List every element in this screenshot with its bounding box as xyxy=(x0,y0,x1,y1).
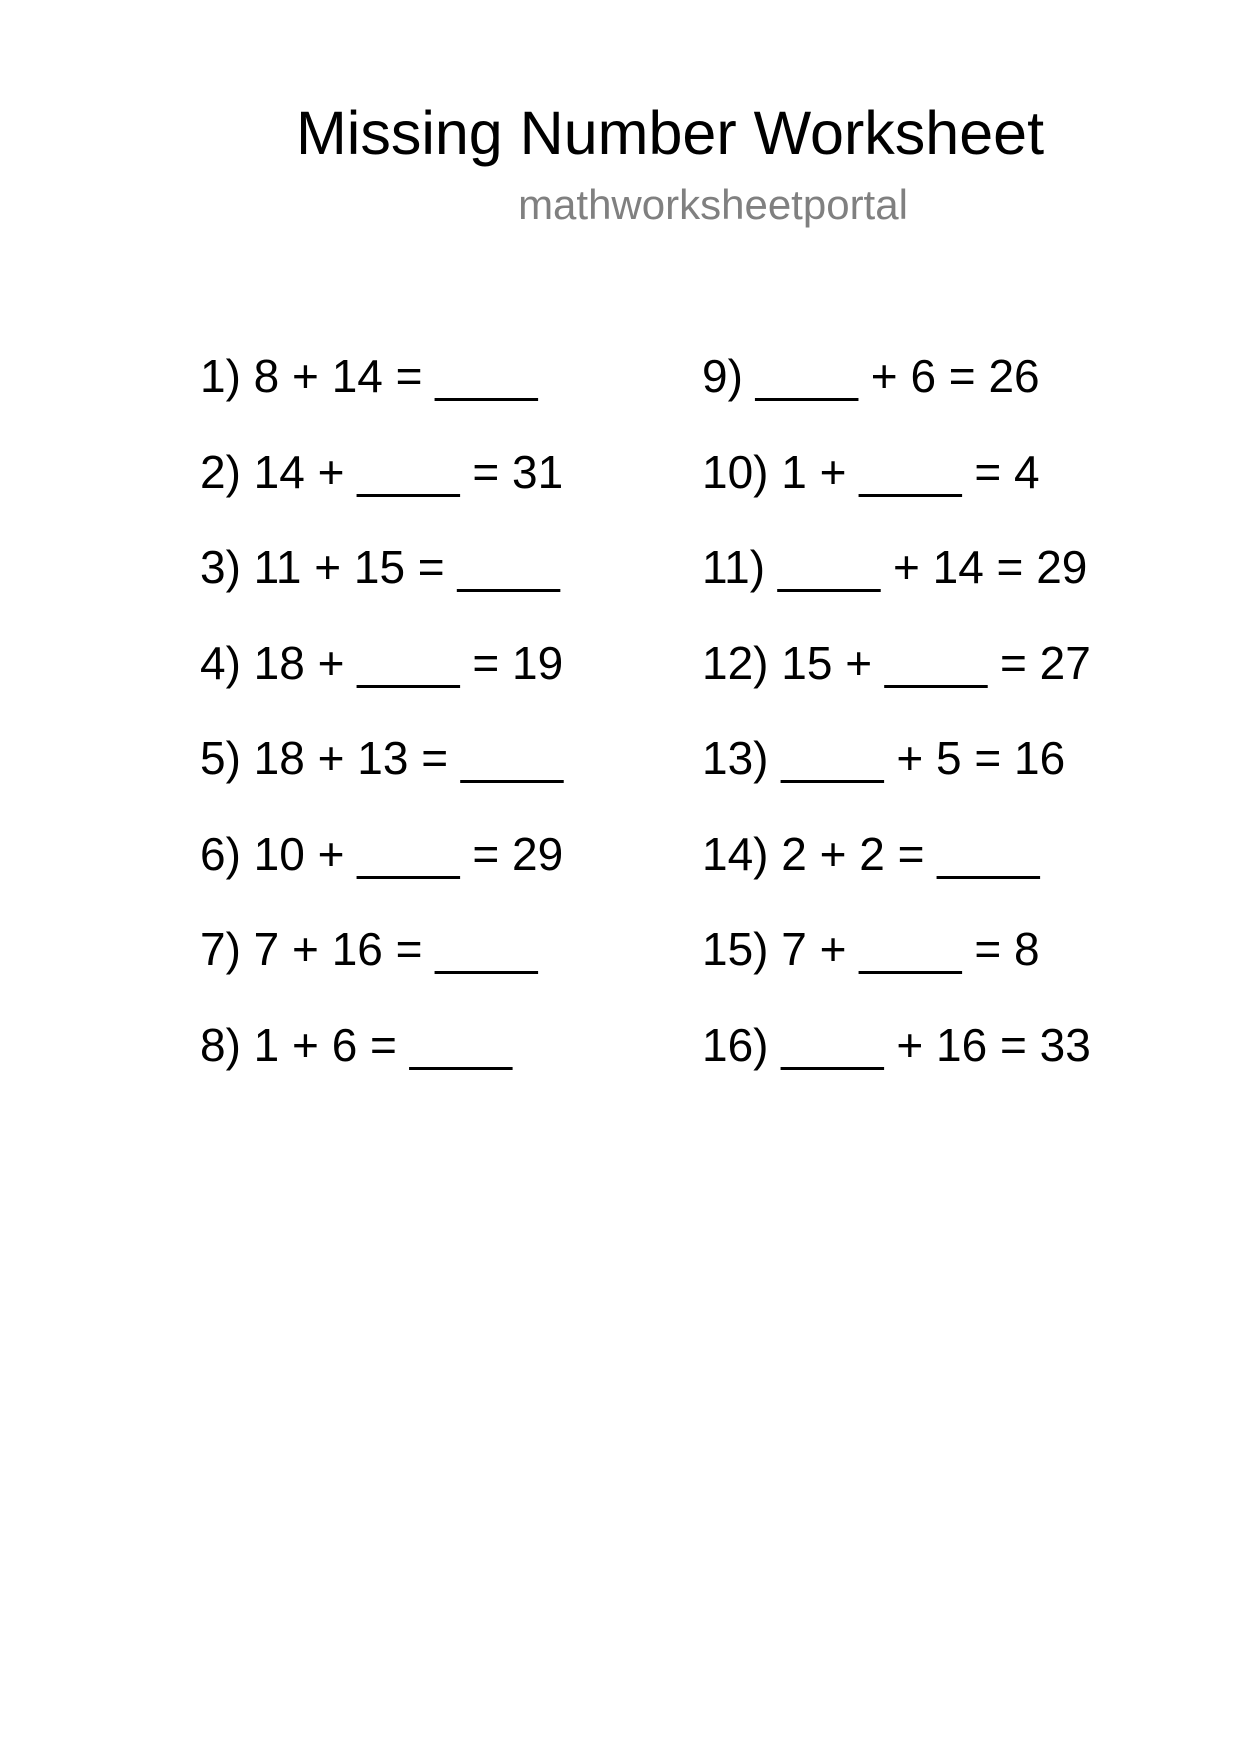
problem-14: 14) 2 + 2 = ____ xyxy=(702,827,1040,880)
problem-7: 7) 7 + 16 = ____ xyxy=(200,923,538,975)
problem-6: 6) 10 + ____ = 29 xyxy=(200,827,564,880)
worksheet-title: Missing Number Worksheet xyxy=(295,99,1045,167)
problems-column-left xyxy=(200,349,563,1113)
problem-9: 9) ____ + 6 = 26 xyxy=(702,350,1040,402)
worksheet-subtitle: mathworksheetportal xyxy=(518,181,908,228)
problem-11: 11) ____ + 14 = 29 xyxy=(702,541,1088,593)
problem-1: 1) 8 + 14 = ____ xyxy=(200,350,538,402)
problem-13: 13) ____ + 5 = 16 xyxy=(702,732,1066,784)
problem-10: 10) 1 + ____ = 4 xyxy=(702,445,1040,498)
problem-4: 4) 18 + ____ = 19 xyxy=(200,636,564,689)
problem-3: 3) 11 + 15 = ____ xyxy=(200,541,560,593)
problem-5: 5) 18 + 13 = ____ xyxy=(200,732,564,784)
problem-2: 2) 14 + ____ = 31 xyxy=(200,445,564,498)
problem-12: 12) 15 + ____ = 27 xyxy=(702,636,1091,689)
problem-8: 8) 1 + 6 = ____ xyxy=(200,1018,513,1071)
problem-15: 15) 7 + ____ = 8 xyxy=(702,923,1040,975)
problem-16: 16) ____ + 16 = 33 xyxy=(702,1018,1091,1071)
problems-column-right xyxy=(702,349,1091,1113)
